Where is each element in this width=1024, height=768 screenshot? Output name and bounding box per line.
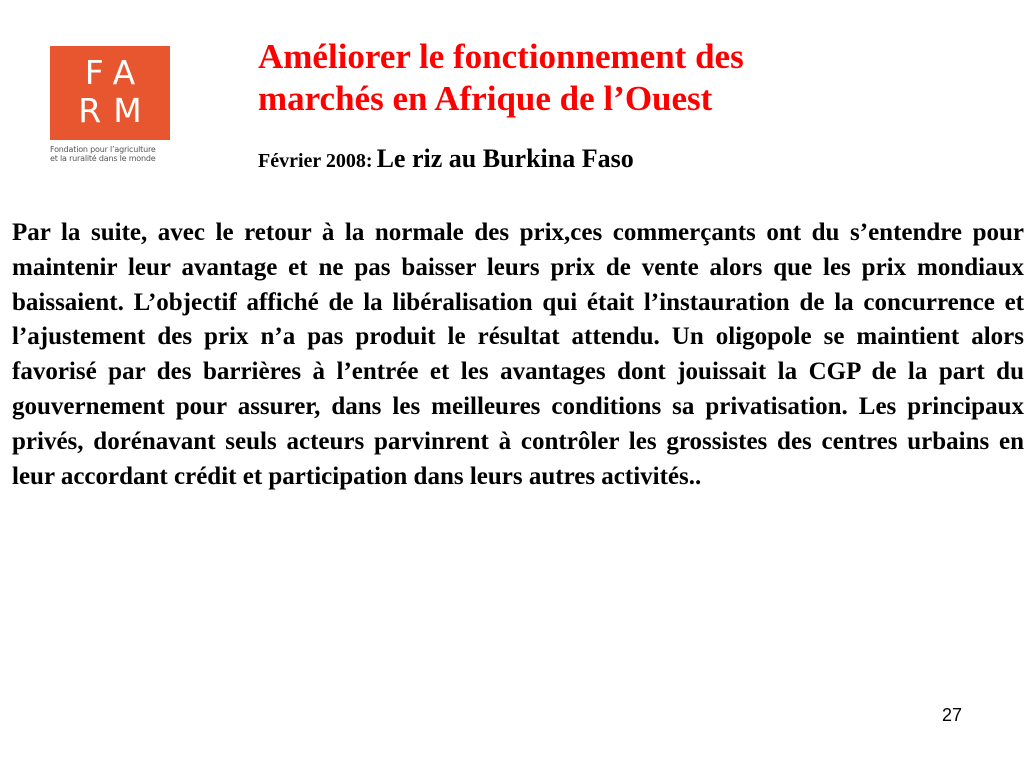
slide-title-line-2: marchés en Afrique de l’Ouest: [258, 79, 713, 118]
logo-letters-line-1: FA: [84, 53, 148, 92]
body-paragraph: Par la suite, avec le retour à la normale des prix,ces commerçants ont du s’entendre pour maintenir leur avantage et ne pas baisser leurs prix de vente alors que les prix mondiaux baissaient. L’objectif affiché de la libéralisation qui était l’instauration de la concurrence et l’ajustement des prix n’a pas produit le résultat attendu. Un oligopole se maintient alors favorisé par des barrières à l’entrée et les avantages dont jouissait la CGP de la part du gouvernement pour assurer, dans les meilleures conditions sa privatisation. Les principaux privés, dorénavant seuls acteurs parvinrent à contrôler les grossistes des centres urbains en leur accordant crédit et participation dans leurs autres activités..: [12, 219, 1024, 490]
logo-caption-line-1: Fondation pour l’agriculture: [50, 145, 156, 154]
page-number: 27: [941, 705, 962, 725]
farm-logo: [50, 46, 172, 171]
logo-caption-line-2: et la ruralité dans le monde: [50, 154, 156, 163]
farm-logo-caption: [50, 145, 180, 163]
farm-logo-mark: [50, 46, 170, 140]
logo-letters-line-2: RM: [78, 91, 154, 130]
slide-subtitle: [258, 144, 978, 174]
slide-title: [258, 36, 978, 120]
slide-title-line-1: Améliorer le fonctionnement des: [258, 37, 744, 76]
subtitle-date: Février 2008:: [258, 150, 373, 172]
farm-logo-letters: [50, 54, 170, 130]
subtitle-topic: Le riz au Burkina Faso: [376, 144, 634, 173]
